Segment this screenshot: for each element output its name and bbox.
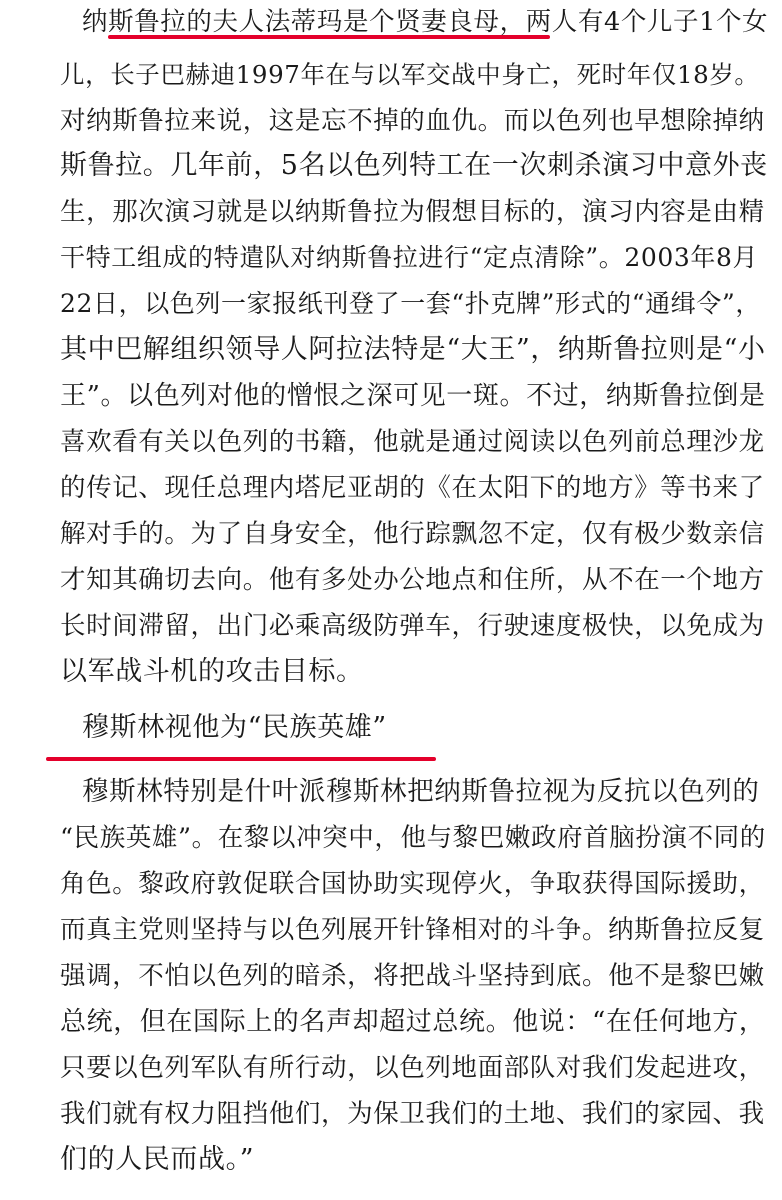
text-line: 才知其确切去向。他有多处办公地点和住所，从不在一个地方: [60, 565, 765, 595]
text-line: 斯鲁拉。几年前，5名以色列特工在一次刺杀演习中意外丧: [60, 150, 768, 181]
text-line: 喜欢看有关以色列的书籍，他就是通过阅读以色列前总理沙龙: [60, 427, 765, 457]
text-line: 干特工组成的特遣队对纳斯鲁拉进行“定点清除”。2003年8月: [60, 243, 759, 272]
text-line: 22日，以色列一家报纸刊登了一套“扑克牌”形式的“通缉令”，: [60, 289, 761, 318]
text-line: 长时间滞留，出门必乘高级防弹车，行驶速度极快，以免成为: [60, 611, 765, 641]
text-line: 只要以色列军队有所行动，以色列地面部队对我们发起进攻，: [60, 1053, 765, 1083]
text-line: 穆斯林特别是什叶派穆斯林把纳斯鲁拉视为反抗以色列的: [82, 776, 760, 807]
highlight-underline-heading: [46, 757, 436, 761]
text-line: 王”。以色列对他的憎恨之深可见一斑。不过，纳斯鲁拉倒是: [60, 381, 766, 411]
text-line: 儿，长子巴赫迪1997年在与以军交战中身亡，死时年仅18岁。: [60, 60, 760, 89]
text-line: 强调，不怕以色列的暗杀，将把战斗坚持到底。他不是黎巴嫩: [60, 961, 765, 991]
text-line: 生，那次演习就是以纳斯鲁拉为假想目标的，演习内容是由精: [60, 197, 765, 227]
text-line: 们的人民而战。”: [60, 1144, 255, 1175]
text-line: 而真主党则坚持与以色列展开针锋相对的斗争。纳斯鲁拉反复: [60, 915, 765, 945]
text-line: 纳斯鲁拉的夫人法蒂玛是个贤妻良母，两人有4个儿子1个女: [82, 7, 769, 37]
text-line: 其中巴解组织领导人阿拉法特是“大王”，纳斯鲁拉则是“小: [60, 334, 766, 365]
text-line: 解对手的。为了自身安全，他行踪飘忽不定，仅有极少数亲信: [60, 519, 765, 549]
text-line: 以军战斗机的攻击目标。: [60, 656, 364, 687]
text-line: 总统，但在国际上的名声却超过总统。他说：“在任何地方，: [60, 1007, 766, 1037]
text-line: 的传记、现任总理内塔尼亚胡的《在太阳下的地方》等书来了: [60, 473, 765, 503]
text-line: 对纳斯鲁拉来说，这是忘不掉的血仇。而以色列也早想除掉纳: [60, 106, 765, 136]
text-line: 角色。黎政府敦促联合国协助实现停火，争取获得国际援助，: [60, 869, 765, 899]
section-heading: 穆斯林视他为“民族英雄”: [82, 712, 387, 743]
text-line: 我们就有权力阻挡他们，为保卫我们的土地、我们的家园、我: [60, 1099, 765, 1129]
text-line: “民族英雄”。在黎以冲突中，他与黎巴嫩政府首脑扮演不同的: [60, 823, 766, 853]
